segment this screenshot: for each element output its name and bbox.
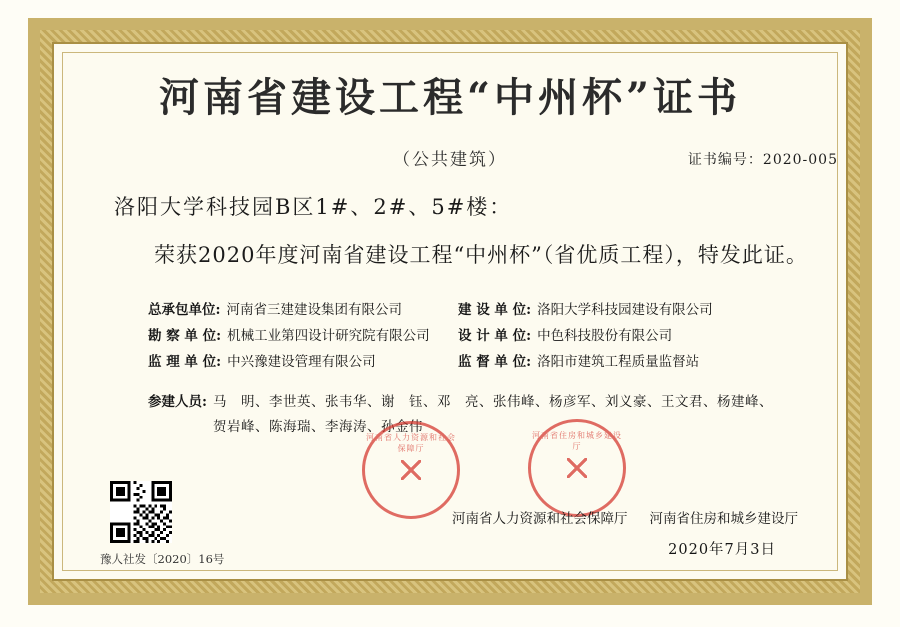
unit-row	[458, 324, 804, 344]
certificate-footer	[56, 431, 844, 579]
unit-value: 中兴豫建设管理有限公司	[227, 353, 376, 370]
participants-label: 参建人员:	[148, 393, 207, 410]
agency-name: 河南省人力资源和社会保障厅	[452, 511, 628, 527]
unit-row	[148, 324, 458, 344]
unit-value: 机械工业第四设计研究院有限公司	[227, 327, 430, 344]
participants-section	[148, 390, 784, 441]
recipient-name: 洛阳大学科技园B区1#、2#、5#楼：	[114, 195, 513, 219]
seal-housing-construction	[528, 419, 626, 517]
unit-value: 洛阳市建筑工程质量监督站	[537, 353, 700, 370]
seal-text: 河南省住房和城乡建设厅	[532, 431, 622, 451]
unit-label: 监 理 单 位:	[148, 353, 222, 370]
unit-list	[148, 298, 804, 370]
document-number: 豫人社发〔2020〕16号	[100, 552, 225, 566]
unit-row	[458, 350, 804, 370]
unit-label: 设 计 单 位:	[458, 327, 532, 344]
agency-name: 河南省住房和城乡建设厅	[649, 511, 798, 527]
unit-label: 监 督 单 位:	[458, 353, 532, 370]
certificate-number	[688, 149, 838, 169]
unit-row	[148, 298, 458, 318]
certificate-subtitle: （公共建筑）	[393, 150, 507, 170]
unit-value: 中色科技股份有限公司	[537, 327, 673, 344]
certificate-body-text: 荣获2020年度河南省建设工程“中州杯”（省优质工程），特发此证。	[154, 243, 808, 267]
unit-row	[148, 350, 458, 370]
unit-value: 洛阳大学科技园建设有限公司	[537, 301, 713, 318]
official-seals	[332, 431, 752, 545]
certificate-content	[56, 44, 844, 579]
certificate-title: 河南省建设工程“中州杯”证书	[158, 74, 741, 121]
qr-code	[110, 481, 172, 543]
certificate-number-value: 2020-005	[762, 152, 838, 168]
unit-row	[458, 298, 804, 318]
unit-value: 河南省三建建设集团有限公司	[226, 301, 402, 318]
unit-label: 勘 察 单 位:	[148, 327, 222, 344]
seal-text: 河南省人力资源和社会保障厅	[366, 433, 456, 453]
seal-human-resources	[362, 421, 460, 519]
unit-label: 总承包单位:	[148, 301, 221, 318]
participants-names: 马 明、李世英、张韦华、谢 钰、邓 亮、张伟峰、杨彦军、刘义豪、王文君、杨建峰、贺岩峰、陈海瑞、李海涛、孙金伟	[212, 393, 773, 436]
issuing-agencies	[452, 507, 798, 527]
issue-date: 2020年7月3日	[668, 542, 776, 558]
subtitle-row	[56, 145, 844, 171]
certificate-number-label: 证书编号：	[687, 152, 763, 168]
qr-code-image	[110, 481, 172, 543]
unit-label: 建 设 单 位:	[458, 301, 532, 318]
